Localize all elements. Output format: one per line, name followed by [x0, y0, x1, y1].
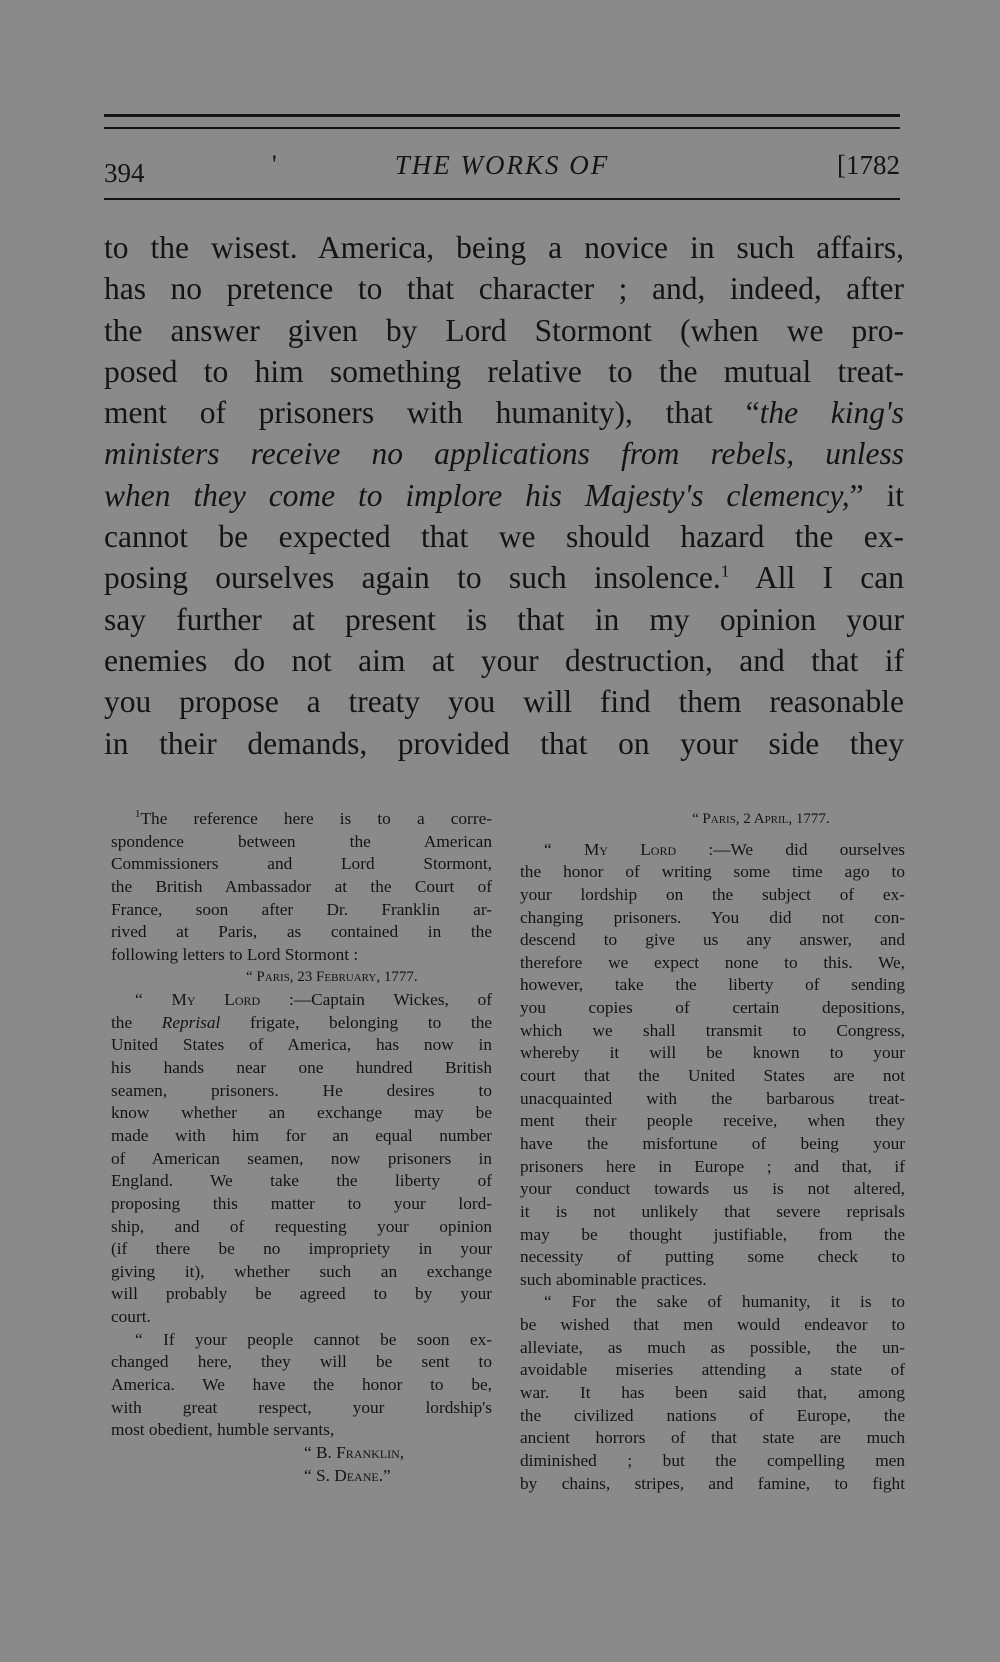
footnote-left-column: [111, 808, 492, 1487]
salutation: “ My Lord: [135, 990, 261, 1010]
footnote-reference: 1: [720, 561, 730, 581]
footnote-line: by chains, stripes, and famine, to fight: [520, 1473, 905, 1493]
text-line: cannot be expected that we should hazard the ex-: [104, 519, 904, 555]
text-line: ministers receive no applications from rebels, unless: [104, 436, 904, 472]
footnote-line: rived at Paris, as contained in the: [111, 922, 492, 942]
footnote-line: diminished ; but the compelling men: [520, 1450, 905, 1470]
footnote-line: your conduct towards us is not altered,: [520, 1179, 905, 1199]
footnote-line: it is not unlikely that severe reprisals: [520, 1201, 905, 1221]
header-rule: [104, 198, 900, 200]
footnote-line: the honor of writing some time ago to: [520, 862, 905, 882]
text-line: say further at present is that in my opinion your: [104, 601, 904, 637]
footnote-line: (if there be no impropriety in your: [111, 1239, 492, 1259]
footnote-line: Commissioners and Lord Stormont,: [111, 854, 492, 874]
footnote-line: with great respect, your lordship's: [111, 1397, 492, 1417]
footnote-line: however, take the liberty of sending: [520, 975, 905, 995]
footnote-line: therefore we expect none to this. We,: [520, 952, 905, 972]
footnote-line: know whether an exchange may be: [111, 1103, 492, 1123]
footnote-line: his hands near one hundred British: [111, 1058, 492, 1078]
footnote-line: of American seamen, now prisoners in: [111, 1148, 492, 1168]
footnote-line: England. We take the liberty of: [111, 1171, 492, 1191]
top-rule-thin: [104, 127, 900, 129]
dateline: “ Paris, 23 February, 1777.: [246, 969, 418, 986]
top-rule-thick: [104, 114, 900, 117]
footnote-line: ancient horrors of that state are much: [520, 1428, 905, 1448]
footnote-line: may be thought justifiable, from the: [520, 1224, 905, 1244]
main-text: [104, 227, 904, 764]
footnote-line: unacquainted with the barbarous treat-: [520, 1088, 905, 1108]
footnote-line: France, soon after Dr. Franklin ar-: [111, 899, 492, 919]
page-number: 394: [104, 158, 145, 188]
footnote-line: “ If your people cannot be soon ex-: [135, 1329, 492, 1349]
footnote-line: alleviate, as much as possible, the un-: [520, 1337, 905, 1357]
footnote-line: “ For the sake of humanity, it is to: [544, 1292, 905, 1312]
running-header: [104, 150, 900, 190]
text-line: the answer given by Lord Stormont (when we pro-: [104, 312, 904, 348]
footnote-line: which we shall transmit to Congress,: [520, 1020, 905, 1040]
footnote-right-column: [520, 808, 905, 1495]
text-line: when they come to implore his Majesty's clemency,” it: [104, 477, 904, 513]
text-line: to the wisest. America, being a novice in such affairs,: [104, 230, 904, 265]
quoted-italic: the king's: [759, 395, 904, 431]
footnote-line: spondence between the American: [111, 831, 492, 851]
ship-name: Reprisal: [161, 1012, 221, 1032]
signature-deane: “ S. Deane.”: [304, 1465, 391, 1485]
footnote-marker: 1: [135, 808, 141, 821]
dateline: “ Paris, 2 April, 1777.: [692, 811, 830, 827]
footnote-line: descend to give us any answer, and: [520, 930, 905, 950]
header-mark: ': [272, 150, 277, 179]
text-line: has no pretence to that character ; and, indeed, after: [104, 271, 904, 307]
footnote-line: necessity of putting some check to: [520, 1247, 905, 1267]
text-line: posed to him something relative to the mutual treat-: [104, 353, 904, 389]
footnote-line: the British Ambassador at the Court of: [111, 876, 492, 896]
footnote-line: United States of America, has now in: [111, 1035, 492, 1055]
text-line: in their demands, provided that on your side they: [104, 725, 904, 761]
footnote-line: proposing this matter to your lord-: [111, 1193, 492, 1213]
footnote-line: the civilized nations of Europe, the: [520, 1405, 905, 1425]
signature-franklin: “ B. Franklin,: [304, 1442, 405, 1462]
footnote-line: have the misfortune of being your: [520, 1133, 905, 1153]
text-line: you propose a treaty you will find them reasonable: [104, 684, 904, 720]
footnote-line: ment their people receive, when they: [520, 1111, 905, 1131]
footnote-line: you copies of certain depositions,: [520, 998, 905, 1018]
footnote-line: your lordship on the subject of ex-: [520, 884, 905, 904]
footnote-line: seamen, prisoners. He desires to: [111, 1080, 492, 1100]
text-line: enemies do not aim at your destruction, and that if: [104, 642, 904, 678]
running-title: THE WORKS OF: [394, 150, 610, 180]
footnote-line: America. We have the honor to be,: [111, 1375, 492, 1395]
footnote-line: following letters to Lord Stormont :: [111, 944, 359, 964]
text-line: posing ourselves again to such insolence.$^1$ All I can: [104, 560, 904, 596]
text-line: ment of prisoners with humanity), that “the king's: [104, 395, 904, 431]
footnote-line: court.: [111, 1307, 151, 1327]
footnote-line: such abominable practices.: [520, 1269, 707, 1289]
footnote-line: be wished that men would endeavor to: [520, 1315, 905, 1335]
footnote-line: war. It has been said that, among: [520, 1383, 905, 1403]
footnote-line: most obedient, humble servants,: [111, 1420, 335, 1440]
footnote-line: will probably be agreed to by your: [111, 1284, 492, 1304]
footnote-line: court that the United States are not: [520, 1066, 905, 1086]
footnote-line: changed here, they will be sent to: [111, 1352, 492, 1372]
footnote-line: “ My Lord :—We did ourselves: [544, 839, 905, 859]
footnote-line: avoidable miseries attending a state of: [520, 1360, 905, 1380]
footnote-line: made with him for an equal number: [111, 1125, 492, 1145]
footnote-line: changing prisoners. You did not con-: [520, 907, 905, 927]
footnote-line: the Reprisal frigate, belonging to the: [111, 1012, 493, 1032]
footnote-line: prisoners here in Europe ; and that, if: [520, 1156, 905, 1176]
header-year: [1782: [837, 150, 900, 180]
footnote-line: $^1$The reference here is to a corre-: [135, 808, 492, 828]
footnote-line: whereby it will be known to your: [520, 1043, 905, 1063]
footnote-line: “ My Lord :—Captain Wickes, of: [135, 990, 492, 1010]
footnote-line: ship, and of requesting your opinion: [111, 1216, 492, 1236]
salutation: “ My Lord: [544, 839, 677, 859]
footnote-line: giving it), whether such an exchange: [111, 1261, 492, 1281]
